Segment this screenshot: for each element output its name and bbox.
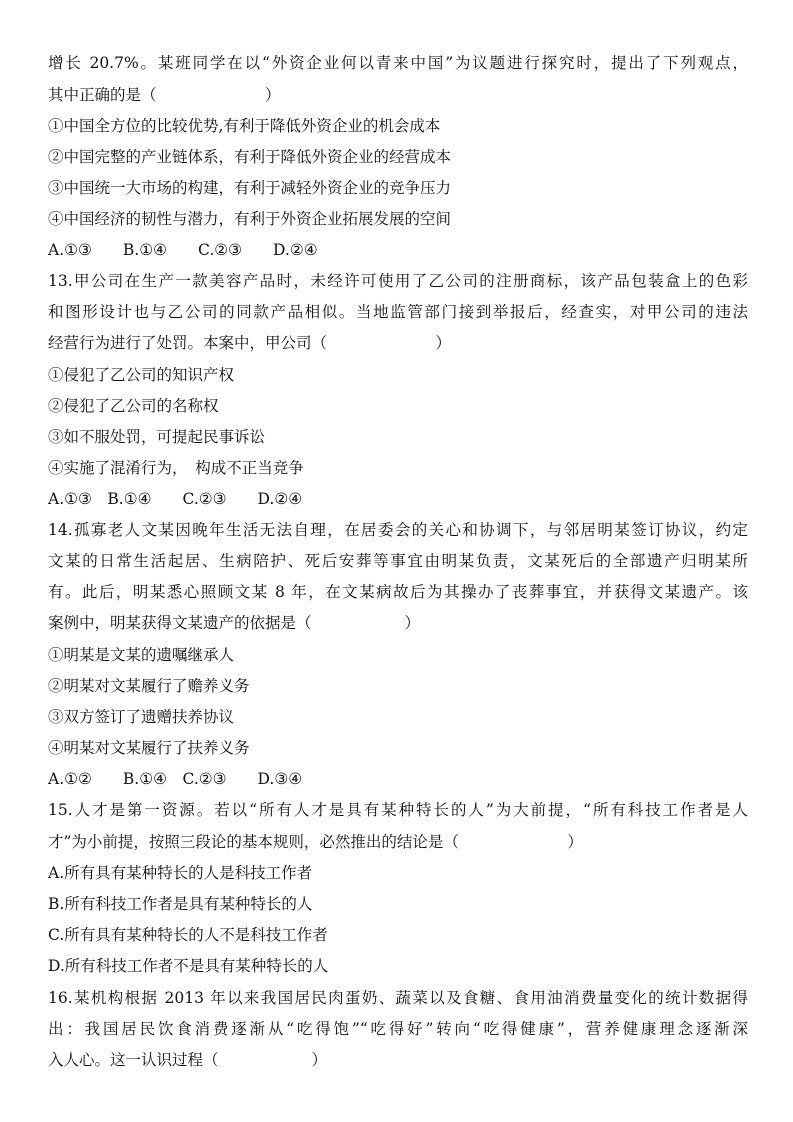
intro-statement-2: ②中国完整的产业链体系，有利于降低外资企业的经营成本 (48, 148, 452, 166)
q15-stem-line-2: 才”为小前提，按照三段论的基本规则，必然推出的结论是（ ） (48, 833, 583, 851)
q14-statement-3: ③双方签订了遗赠扶养协议 (48, 708, 235, 726)
q16-stem-line-1: 16.某机构根据 2013 年以来我国居民肉蛋奶、蔬菜以及食糖、食用油消费量变化的统计数据得 (48, 989, 748, 1007)
q14-stem-line-3: 有。此后，明某悉心照顾文某 8 年，在文某病故后为其操办了丧葬事宜，并获得文某遗产。该 (48, 583, 748, 601)
intro-stem-line-1: 增长 20.7%。某班同学在以“外资企业何以青来中国”为议题进行探究时，提出了下列观点， (48, 54, 748, 72)
q13-statement-2: ②侵犯了乙公司的名称权 (48, 397, 219, 415)
intro-statement-4: ④中国经济的韧性与潜力，有利于外资企业拓展发展的空间 (48, 210, 452, 228)
intro-options: A.①③ B.①④ C.②③ D.②④ (48, 241, 318, 259)
q15-option-c: C.所有具有某种特长的人不是科技工作者 (48, 926, 328, 944)
q16-stem-line-2: 出：我国居民饮食消费逐渐从“吃得饱”“吃得好”转向“吃得健康”，营养健康理念逐渐深 (48, 1020, 748, 1038)
q14-statement-4: ④明某对文某履行了扶养义务 (48, 739, 250, 757)
q15-option-d: D.所有科技工作者不是具有某种特长的人 (48, 957, 329, 975)
q16-stem-line-3: 入人心。这一认识过程（ ） (48, 1051, 328, 1069)
intro-statement-3: ③中国统一大市场的构建，有利于减轻外资企业的竞争压力 (48, 179, 452, 197)
intro-stem-line-2: 其中正确的是（ ） (48, 86, 281, 104)
q13-statement-1: ①侵犯了乙公司的知识产权 (48, 366, 235, 384)
q13-statement-3: ③如不服处罚，可提起民事诉讼 (48, 428, 266, 446)
q14-stem-line-4: 案例中，明某获得文某遗产的依据是（ ） (48, 614, 421, 632)
q13-stem-line-3: 经营行为进行了处罚。本案中，甲公司（ ） (48, 334, 452, 352)
q15-option-a: A.所有具有某种特长的人是科技工作者 (48, 864, 313, 882)
q15-stem-line-1: 15.人才是第一资源。若以“所有人才是具有某种特长的人”为大前提，“所有科技工作者是人 (48, 801, 748, 819)
q14-options: A.①② B.①④ C.②③ D.③④ (48, 770, 303, 788)
q14-stem-line-1: 14.孤寡老人文某因晚年生活无法自理，在居委会的关心和协调下，与邻居明某签订协议，约定 (48, 521, 748, 539)
q13-options: A.①③ B.①④ C.②③ D.②④ (48, 490, 303, 508)
intro-statement-1: ①中国全方位的比较优势,有利于降低外资企业的机会成本 (48, 117, 441, 135)
q13-statement-4: ④实施了混淆行为， 构成不正当竞争 (48, 459, 304, 477)
q14-stem-line-2: 文某的日常生活起居、生病陪护、死后安葬等事宜由明某负责，文某死后的全部遗产归明某所 (48, 552, 748, 570)
q14-statement-2: ②明某对文某履行了赡养义务 (48, 677, 250, 695)
q13-stem-line-1: 13.甲公司在生产一款美容产品时，未经许可使用了乙公司的注册商标，该产品包装盒上的色彩 (48, 272, 748, 290)
q13-stem-line-2: 和图形设计也与乙公司的同款产品相似。当地监管部门接到举报后，经查实，对甲公司的违法 (48, 303, 748, 321)
q14-statement-1: ①明某是文某的遗嘱继承人 (48, 646, 235, 664)
q15-option-b: B.所有科技工作者是具有某种特长的人 (48, 895, 313, 913)
